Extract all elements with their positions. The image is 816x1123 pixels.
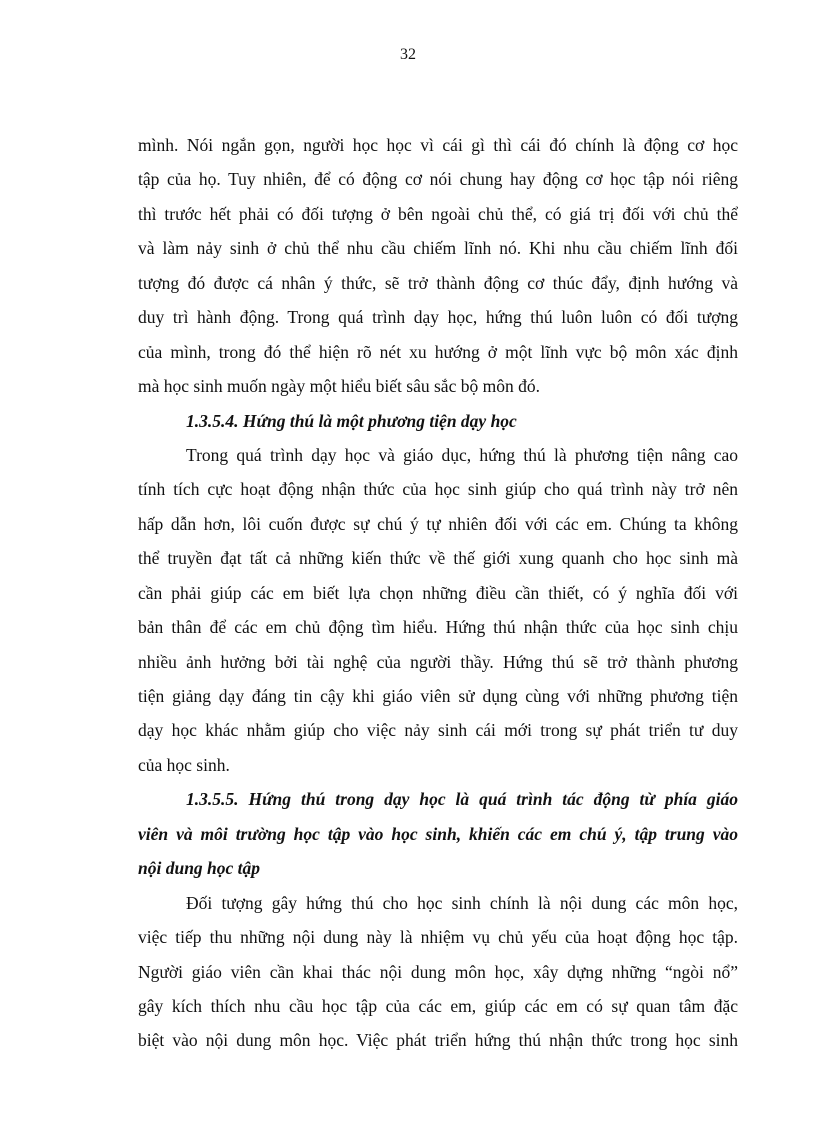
- text-line: của học sinh.: [138, 754, 230, 775]
- text-line: thì trước hết phải có đối tượng ở bên ngoài chủ thể, có giá trị đối với chủ thể: [138, 203, 738, 224]
- text-line: nhiều ảnh hưởng bởi tài nghệ của người thầy. Hứng thú sẽ trở thành phương: [138, 651, 738, 672]
- section-heading-1-3-5-5-end: nội dung học tập: [138, 858, 261, 879]
- text-line: Đối tượng gây hứng thú cho học sinh chính là nội dung các môn học,: [186, 892, 738, 913]
- text-line: của mình, trong đó thể hiện rõ nét xu hướng ở một lĩnh vực bộ môn xác định: [138, 341, 738, 362]
- page-number: 32: [400, 46, 416, 63]
- text-line: Người giáo viên cần khai thác nội dung môn học, xây dựng những “ngòi nổ”: [138, 961, 738, 982]
- text-line: duy trì hành động. Trong quá trình dạy học, hứng thú luôn luôn có đối tượng: [138, 307, 738, 328]
- text-line: tập của họ. Tuy nhiên, để có động cơ nói chung hay động cơ học tập nói riêng: [138, 169, 738, 190]
- text-line: biệt vào nội dung môn học. Việc phát triển hứng thú nhận thức trong học sinh: [138, 1030, 738, 1051]
- text-line: mà học sinh muốn ngày một hiểu biết sâu sắc bộ môn đó.: [138, 376, 540, 397]
- section-heading-1-3-5-4: 1.3.5.4. Hứng thú là một phương tiện dạy học: [186, 410, 517, 431]
- text-line: Trong quá trình dạy học và giáo dục, hứng thú là phương tiện nâng cao: [186, 444, 738, 465]
- text-line: việc tiếp thu những nội dung này là nhiệm vụ chủ yếu của hoạt động học tập.: [138, 927, 738, 948]
- text-line: tượng đó được cá nhân ý thức, sẽ trở thành động cơ thúc đẩy, định hướng và: [138, 272, 738, 293]
- text-line: dạy học khác nhằm giúp cho việc nảy sinh cái mới trong sự phát triển tư duy: [138, 720, 738, 741]
- text-line: gây kích thích nhu cầu học tập của các em, giúp các em có sự quan tâm đặc: [138, 995, 738, 1016]
- section-heading-1-3-5-5-cont: viên và môi trường học tập vào học sinh, khiến các em chú ý, tập trung vào: [138, 823, 738, 844]
- section-heading-1-3-5-5: 1.3.5.5. Hứng thú trong dạy học là quá trình tác động từ phía giáo: [186, 789, 738, 810]
- text-line: bản thân để các em chủ động tìm hiểu. Hứng thú nhận thức của học sinh chịu: [138, 617, 738, 638]
- text-line: cần phải giúp các em biết lựa chọn những điều cần thiết, có ý nghĩa đối với: [138, 582, 738, 603]
- text-line: tính tích cực hoạt động nhận thức của học sinh giúp cho quá trình này trở nên: [138, 479, 738, 500]
- body-text: [138, 128, 738, 1058]
- text-line: tiện giảng dạy đáng tin cậy khi giáo viên sử dụng cùng với những phương tiện: [138, 686, 738, 706]
- text-line: mình. Nói ngắn gọn, người học học vì cái gì thì cái đó chính là động cơ học: [138, 135, 738, 155]
- text-line: hấp dẫn hơn, lôi cuốn được sự chú ý tự nhiên đối với các em. Chúng ta không: [138, 513, 738, 534]
- text-line: và làm nảy sinh ở chủ thể nhu cầu chiếm lĩnh nó. Khi nhu cầu chiếm lĩnh đối: [138, 238, 738, 259]
- text-line: thể truyền đạt tất cả những kiến thức về thế giới xung quanh cho học sinh mà: [138, 548, 738, 569]
